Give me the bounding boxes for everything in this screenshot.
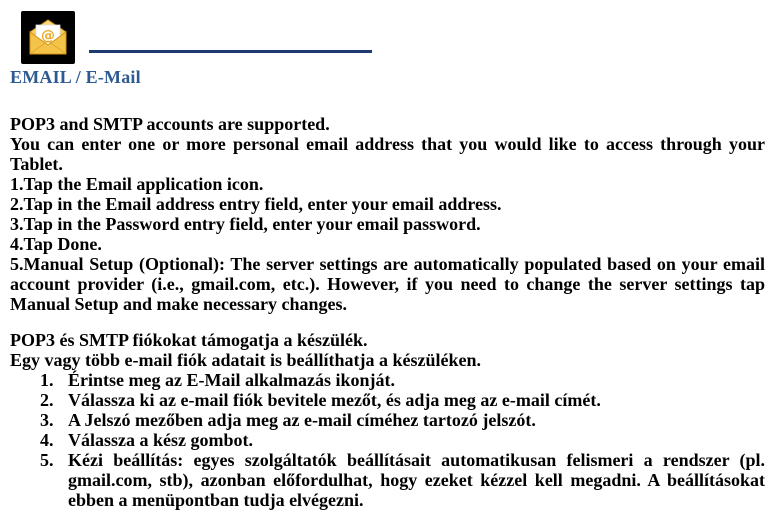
en-step-1: 1.Tap the Email application icon. bbox=[10, 174, 264, 194]
title-underline bbox=[89, 50, 372, 53]
hu-intro-supported: POP3 és SMTP fiókokat támogatja a készülék. bbox=[10, 330, 368, 350]
email-app-icon bbox=[21, 11, 75, 64]
en-step-5: 5.Manual Setup (Optional): The server settings are automatically populated based on your email account provider (i.e., gmail.com, etc.). However, if you need to change the server settings tap Manual Setup and make necessary changes. bbox=[10, 254, 765, 314]
hungarian-instructions bbox=[10, 330, 765, 510]
hu-step-text: A Jelszó mezőben adja meg az e-mail címéhez tartozó jelszót. bbox=[68, 410, 536, 430]
hu-step-number: 3. bbox=[40, 410, 54, 430]
hu-intro-accounts: Egy vagy több e-mail fiók adatait is beállíthatja a készüléken. bbox=[10, 350, 482, 370]
en-step-4: 4.Tap Done. bbox=[10, 234, 102, 254]
hu-step-text: Válassza a kész gombot. bbox=[68, 430, 253, 450]
svg-text:@: @ bbox=[41, 28, 55, 44]
hu-step-2 bbox=[10, 390, 765, 410]
hu-step-number: 5. bbox=[40, 450, 54, 470]
section-title: EMAIL / E-Mail bbox=[10, 67, 141, 87]
hu-steps-list bbox=[10, 370, 765, 510]
english-instructions bbox=[10, 114, 765, 314]
hu-step-text: Érintse meg az E-Mail alkalmazás ikonját. bbox=[68, 370, 395, 390]
hu-step-4 bbox=[10, 430, 765, 450]
hu-step-5 bbox=[10, 450, 765, 510]
hu-step-number: 2. bbox=[40, 390, 54, 410]
hu-step-1 bbox=[10, 370, 765, 390]
hu-step-text: Válassza ki az e-mail fiók bevitele mezőt, és adja meg az e-mail címét. bbox=[68, 390, 601, 410]
en-step-3: 3.Tap in the Password entry field, enter your email password. bbox=[10, 214, 481, 234]
hu-step-number: 4. bbox=[40, 430, 54, 450]
email-envelope-icon bbox=[27, 17, 69, 58]
hu-step-number: 1. bbox=[40, 370, 54, 390]
en-intro-supported: POP3 and SMTP accounts are supported. bbox=[10, 114, 330, 134]
hu-step-3 bbox=[10, 410, 765, 430]
en-step-2: 2.Tap in the Email address entry field, enter your email address. bbox=[10, 194, 502, 214]
hu-step-text: Kézi beállítás: egyes szolgáltatók beállításait automatikusan felismeri a rendszer (pl. gmail.com, stb), azonban előfordulhat, hogy ezeket kézzel kell megadni. A beállításokat ebben a menüpontban tudja elvégezni. bbox=[68, 450, 765, 510]
en-intro-accounts: You can enter one or more personal email address that you would like to access through your Tablet. bbox=[10, 134, 765, 174]
